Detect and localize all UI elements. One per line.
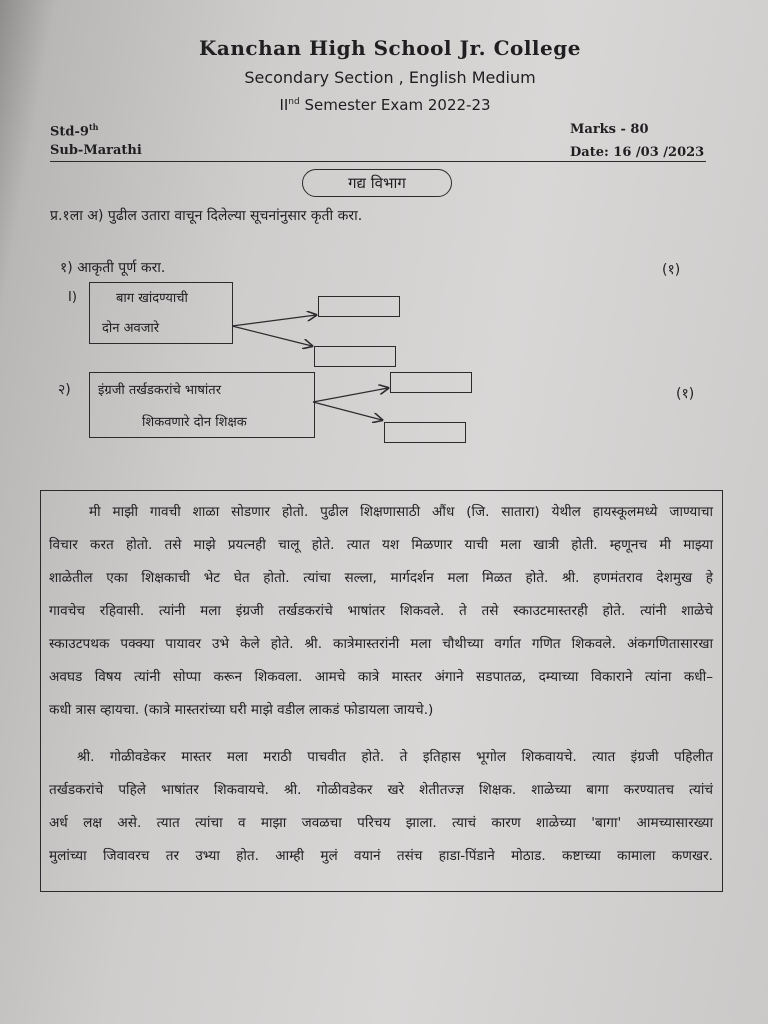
passage-line: अर्ध लक्ष असे. त्यात त्यांचा व माझा जवळचा परिचय झाला. त्याचं कारण शाळेच्या 'बागा' आमच्यासारख्या bbox=[49, 815, 713, 831]
passage-line: मुलांच्या जिवावरच तर उभ्या होत. आम्ही मुलं वयानं तसंच हाडा-पिंडाने मोठाड. कष्टाच्या कामाला कणखर. bbox=[49, 848, 713, 864]
passage-line: श्री. गोळीवडेकर मास्तर मला मराठी पाचवीत होते. ते इतिहास भूगोल शिकवायचे. त्यात इंग्रजी पहिलीत bbox=[77, 749, 713, 765]
arrow-d1-bottom bbox=[232, 326, 312, 346]
diagram2-line1: इंग्रजी तर्खडकरांचे भाषांतर bbox=[98, 383, 222, 398]
question-title: प्र.१ला अ) पुढील उतारा वाचून दिलेल्या सूचनांनुसार कृती करा. bbox=[50, 208, 363, 224]
task2-marks: (१) bbox=[676, 386, 695, 402]
std-prefix: Std-9 bbox=[50, 124, 89, 140]
passage-line: गावचेच रहिवासी. त्यांनी मला इंग्रजी तर्खडकरांचे भाषांतर शिकवले. ते तसे स्काउटमास्तरही होते. त्यांनी शाळेचे bbox=[49, 603, 713, 619]
passage-box bbox=[40, 490, 723, 892]
section-line: Secondary Section , English Medium bbox=[244, 68, 536, 87]
task1-label: १) आकृती पूर्ण करा. bbox=[60, 260, 166, 276]
semester-prefix: II bbox=[279, 96, 289, 114]
passage-line: शाळेतील एका शिक्षकाची भेट घेत होतो. त्यांचा सल्ला, मार्गदर्शन मला मिळत होते. श्री. हणमंतराव देशमुख हे bbox=[49, 570, 713, 586]
passage-line: कधी त्रास व्हायचा. (कात्रे मास्तरांच्या घरी माझे वडील लाकडं फोडायला जायचे.) bbox=[49, 702, 434, 718]
semester-rest: Semester Exam 2022-23 bbox=[299, 96, 491, 114]
passage-line: मी माझी गावची शाळा सोडणार होतो. पुढील शिक्षणासाठी औंध (जि. सातारा) येथील हायस्कूलमध्ये जाण्याचा bbox=[89, 504, 713, 520]
diagram1-number: I) bbox=[68, 290, 77, 305]
section-heading: गद्य विभाग bbox=[302, 169, 452, 197]
passage-line: विचार करत होतो. तसे माझे प्रयत्नही चालू होते. त्यात यश मिळणार याची मला खात्री होती. म्हणूनच मी माझ्या bbox=[49, 537, 713, 553]
semester-sup: nd bbox=[288, 97, 300, 107]
arrow-d1-top bbox=[232, 315, 316, 326]
date-label: Date: 16 /03 /2023 bbox=[570, 145, 705, 160]
task2-number: २) bbox=[58, 382, 71, 398]
school-name: Kanchan High School Jr. College bbox=[199, 36, 581, 60]
arrow-d2-bottom bbox=[313, 402, 382, 420]
passage-line: अवघड विषय त्यांनी सोप्पा करून शिकवला. आमचे कात्रे मास्तर अंगाने सडपातळ, दम्याच्या विकाराने त्यांना कधी– bbox=[49, 669, 713, 685]
diagram1-line2: दोन अवजारे bbox=[102, 321, 160, 336]
passage-line: स्काउटपथक पक्क्या पायावर उभे केले होते. श्री. कात्रेमास्तरांनी मला चौथीच्या वर्गात गणित शिकवले. अंकगणितासारखा bbox=[49, 636, 713, 652]
subject-label: Sub-Marathi bbox=[50, 143, 142, 158]
marks-label: Marks - 80 bbox=[570, 122, 649, 137]
passage-line: तर्खडकरांचे पहिले भाषांतर शिकवायचे. श्री. गोळीवडेकर खरे शेतीतज्ज्ञ शिक्षक. शाळेच्या बागा करण्यातच त्यांचं bbox=[49, 782, 713, 798]
diagram2-line2: शिकवणारे दोन शिक्षक bbox=[142, 415, 247, 430]
task1-marks: (१) bbox=[662, 262, 681, 278]
arrow-d2-top bbox=[313, 388, 388, 402]
std-sup: th bbox=[88, 122, 99, 132]
diagram1-line1: बाग खांदण्याची bbox=[116, 291, 188, 306]
